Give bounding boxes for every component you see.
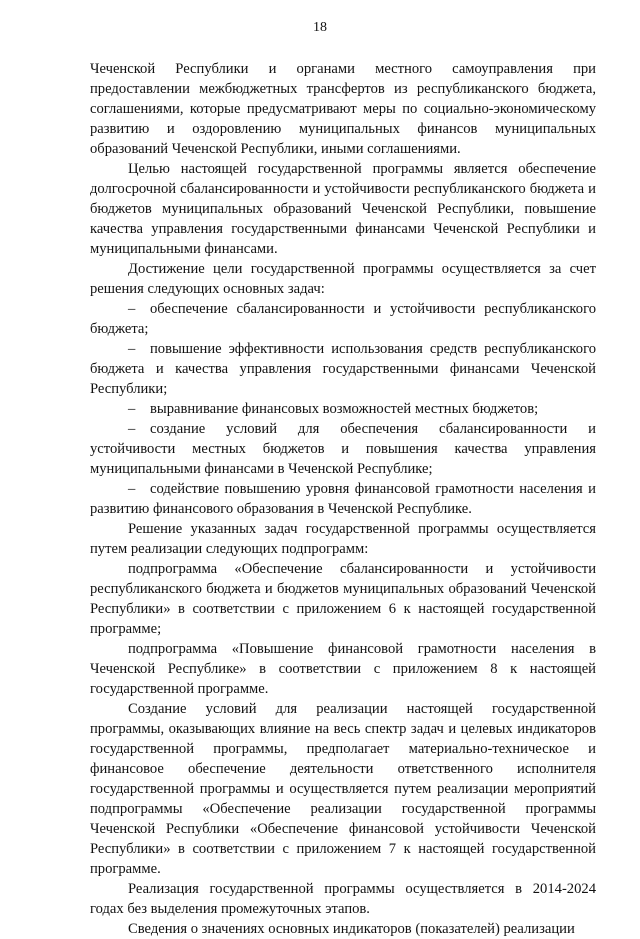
task-text: повышение эффективности использования средств республиканского бюджета и качества управления государственными финансами Чеченской Республики; [90, 341, 596, 397]
bullet-dash: – [128, 481, 136, 497]
task-item [90, 479, 596, 519]
bullet-dash: – [128, 301, 136, 317]
page-number: 18 [313, 20, 327, 35]
task-item [90, 419, 596, 479]
paragraph-period: Реализация государственной программы осуществляется в 2014-2024 годах без выделения промежуточных этапов. [90, 881, 596, 917]
paragraph-intro: Чеченской Республики и органами местного самоуправления при предоставлении межбюджетных трансфертов из республиканского бюджета, соглашениями, которые предусматривают меры по социально-экономическому развитию и оздоровлению муниципальных финансов муниципальных образований Чеченской Республики, иными соглашениями. [90, 61, 596, 157]
paragraph-goal: Целью настоящей государственной программы является обеспечение долгосрочной сбалансированности и устойчивости республиканского бюджета и бюджетов муниципальных образований Чеченской Республики, повышение качества управления государственными финансами Чеченской Республики и муниципальными финансами. [90, 161, 596, 257]
bullet-dash: – [128, 341, 136, 357]
task-text: обеспечение сбалансированности и устойчивости республиканского бюджета; [90, 301, 596, 337]
document-body [90, 59, 596, 939]
task-item [90, 399, 596, 419]
paragraph-subprograms-intro: Решение указанных задач государственной программы осуществляется путем реализации следующих подпрограмм: [90, 521, 596, 557]
task-text: выравнивание финансовых возможностей местных бюджетов; [150, 401, 539, 417]
paragraph-indicators: Сведения о значениях основных индикаторов (показателей) реализации [128, 921, 575, 937]
bullet-dash: – [128, 421, 136, 437]
task-item [90, 339, 596, 399]
task-text: содействие повышению уровня финансовой грамотности населения и развитию финансового образования в Чеченской Республике. [90, 481, 596, 517]
paragraph-subprogram-literacy: подпрограмма «Повышение финансовой грамотности населения в Чеченской Республике» в соответствии с приложением 8 к настоящей государственной программе. [90, 641, 596, 697]
task-item [90, 299, 596, 339]
bullet-dash: – [128, 401, 136, 417]
task-text: создание условий для обеспечения сбалансированности и устойчивости местных бюджетов и повышения качества управления муниципальными финансами в Чеченской Республике; [90, 421, 596, 477]
paragraph-tasks-intro: Достижение цели государственной программы осуществляется за счет решения следующих основных задач: [90, 261, 596, 297]
paragraph-subprogram-balance: подпрограмма «Обеспечение сбалансированности и устойчивости республиканского бюджета и бюджетов муниципальных образований Чеченской Республики» в соответствии с приложением 6 к настоящей государственной программе; [90, 561, 596, 637]
paragraph-conditions: Создание условий для реализации настоящей государственной программы, оказывающих влияние на весь спектр задач и целевых индикаторов государственной программы, предполагает материально-техническое и финансовое обеспечение деятельности ответственного исполнителя государственной программы и осуществляется путем реализации мероприятий подпрограммы «Обеспечение реализации государственной программы Чеченской Республики «Обеспечение финансовой устойчивости Чеченской Республики» в соответствии с приложением 7 к настоящей государственной программе. [90, 701, 596, 877]
